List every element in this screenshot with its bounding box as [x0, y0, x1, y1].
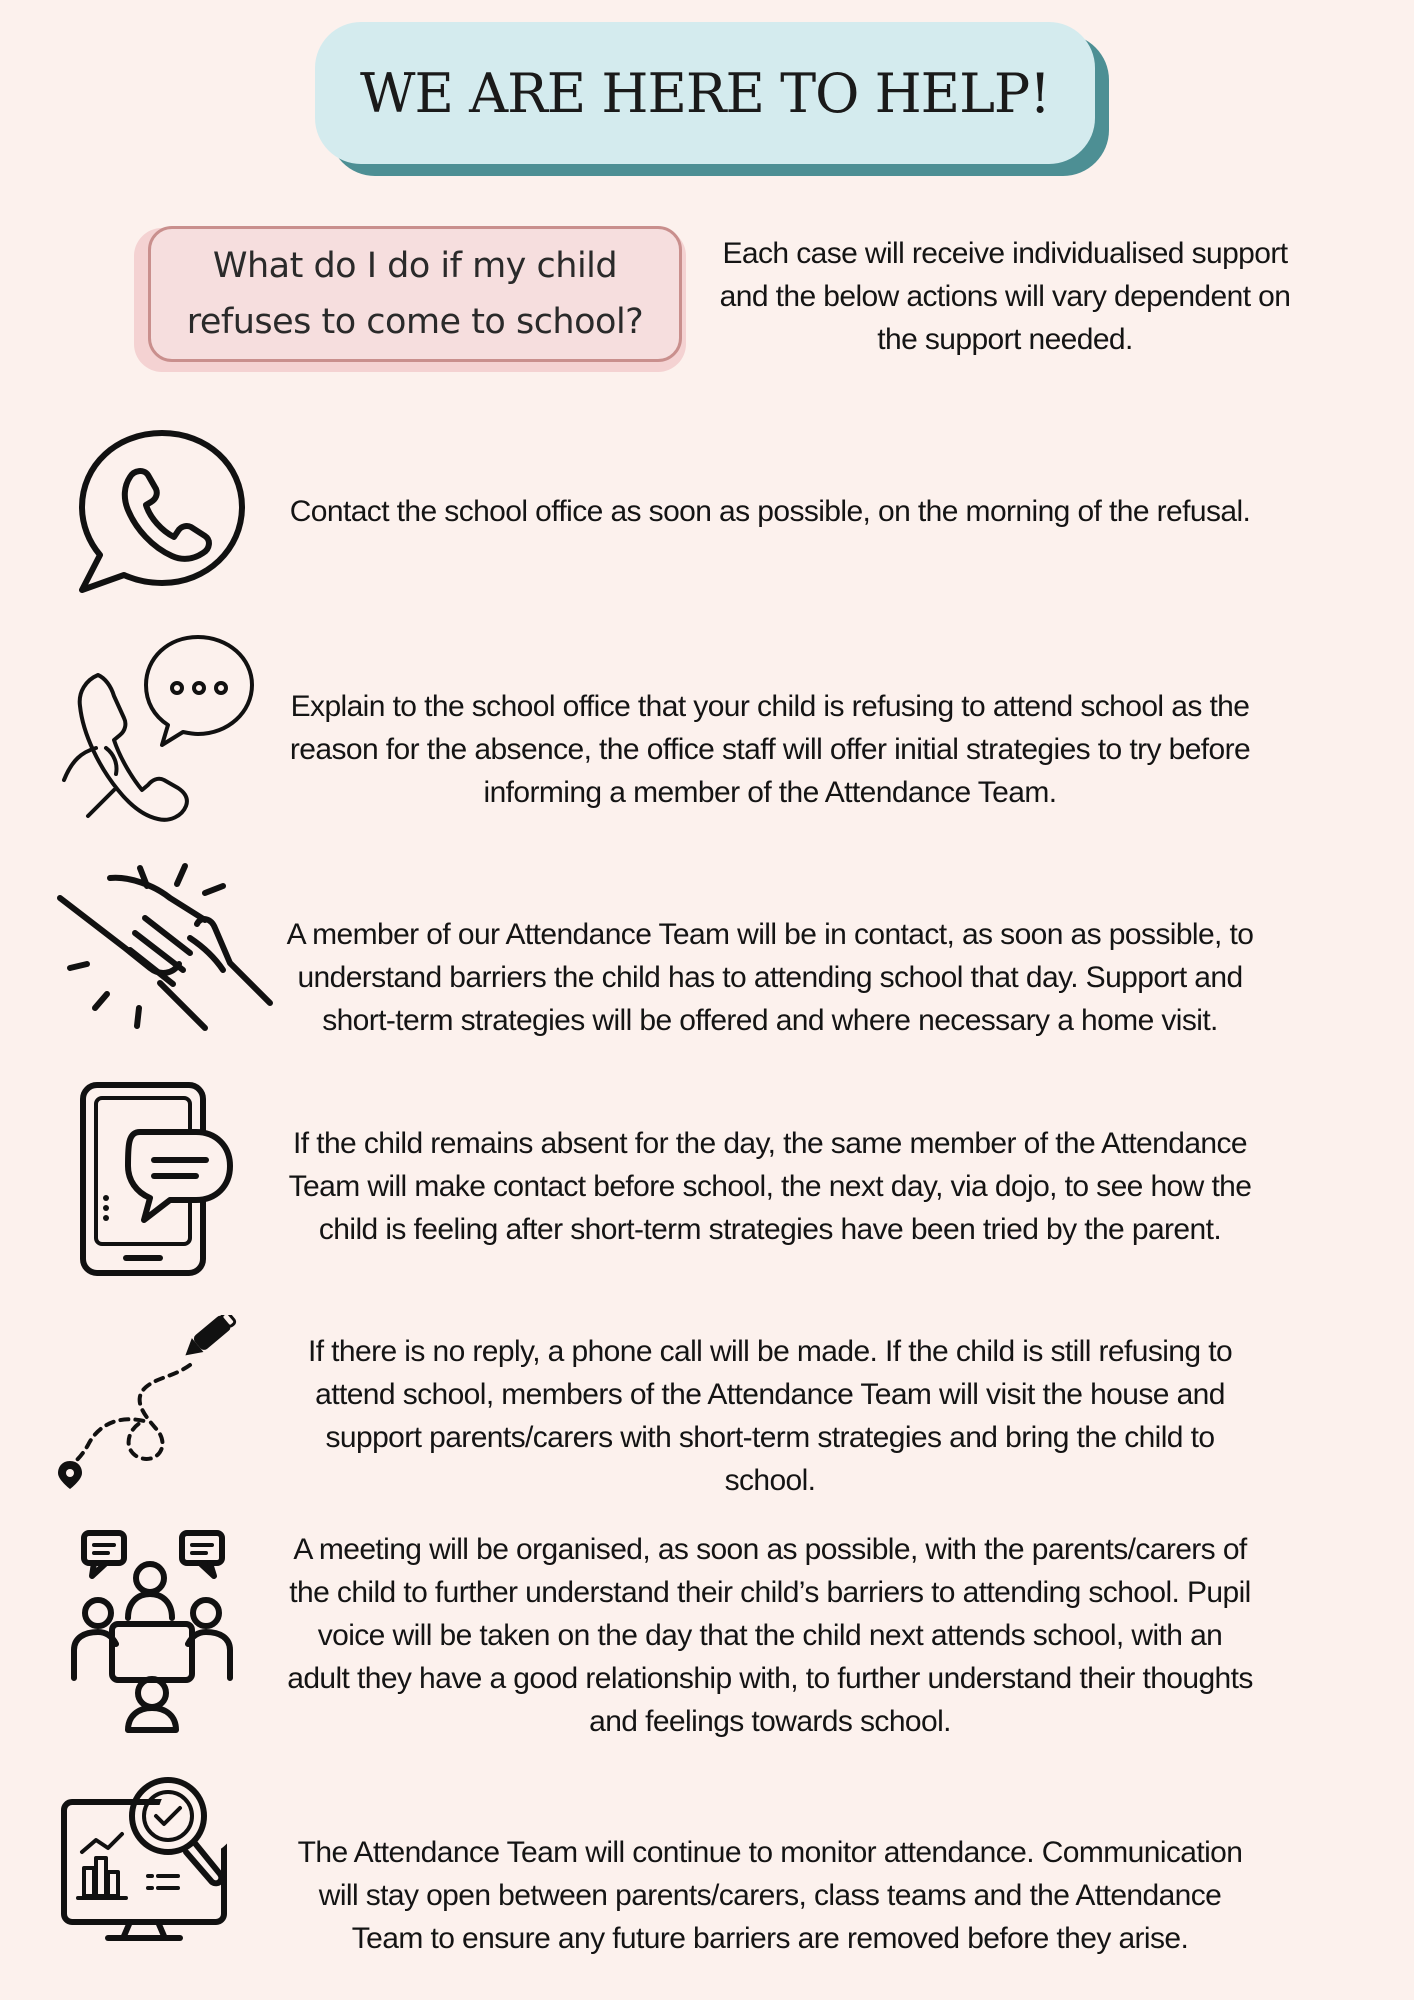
- step-5-text: If there is no reply, a phone call will be made. If the child is still refusing to attend school, members of the Attendance Team will visit the house and support parents/carers with short-term strategies and bring the child to school.: [307, 1335, 1233, 1497]
- step-4-text: If the child remains absent for the day, the same member of the Attendance Team will make contact before school, the next day, via dojo, to see how the child is feeling after short-term strategies have been tried by the parent.: [288, 1127, 1252, 1246]
- mobile-message-icon: [78, 1080, 238, 1278]
- title-box: [315, 22, 1095, 164]
- monitor-check-icon: [60, 1776, 240, 1951]
- step-1-text: Contact the school office as soon as possible, on the morning of the refusal.: [289, 495, 1251, 528]
- meeting-icon: [70, 1528, 240, 1733]
- helping-hands-icon: [55, 858, 275, 1038]
- step-7-text: The Attendance Team will continue to monitor attendance. Communication will stay open between parents/carers, class teams and the Attendance Team to ensure any future barriers are removed before they arise.: [297, 1836, 1243, 1955]
- route-path-icon: [58, 1315, 248, 1490]
- question-box: [148, 226, 682, 362]
- title-banner: [315, 22, 1095, 164]
- phone-chat-icon: [72, 425, 252, 595]
- step-6-text: A meeting will be organised, as soon as possible, with the parents/carers of the child to further understand their child’s barriers to attending school. Pupil voice will be taken on the day that the child next attends school, with an adult they have a good relationship with, to further understand their thoughts and feelings towards school.: [287, 1533, 1253, 1738]
- question-callout: [140, 222, 688, 366]
- phone-call-icon: [58, 630, 258, 825]
- step-3-text: A member of our Attendance Team will be in contact, as soon as possible, to understand barriers the child has to attending school that day. Support and short-term strategies will be offered and where necessary a home visit.: [286, 918, 1254, 1037]
- step-2-text: Explain to the school office that your child is refusing to attend school as the reason for the absence, the office staff will offer initial strategies to try before informing a member of the Attendance Team.: [289, 690, 1251, 809]
- page-title: WE ARE HERE TO HELP!: [360, 61, 1050, 125]
- intro-text: Each case will receive individualised support and the below actions will vary dependent on the support needed.: [719, 237, 1291, 356]
- question-text: What do I do if my child refuses to come to school?: [186, 246, 644, 342]
